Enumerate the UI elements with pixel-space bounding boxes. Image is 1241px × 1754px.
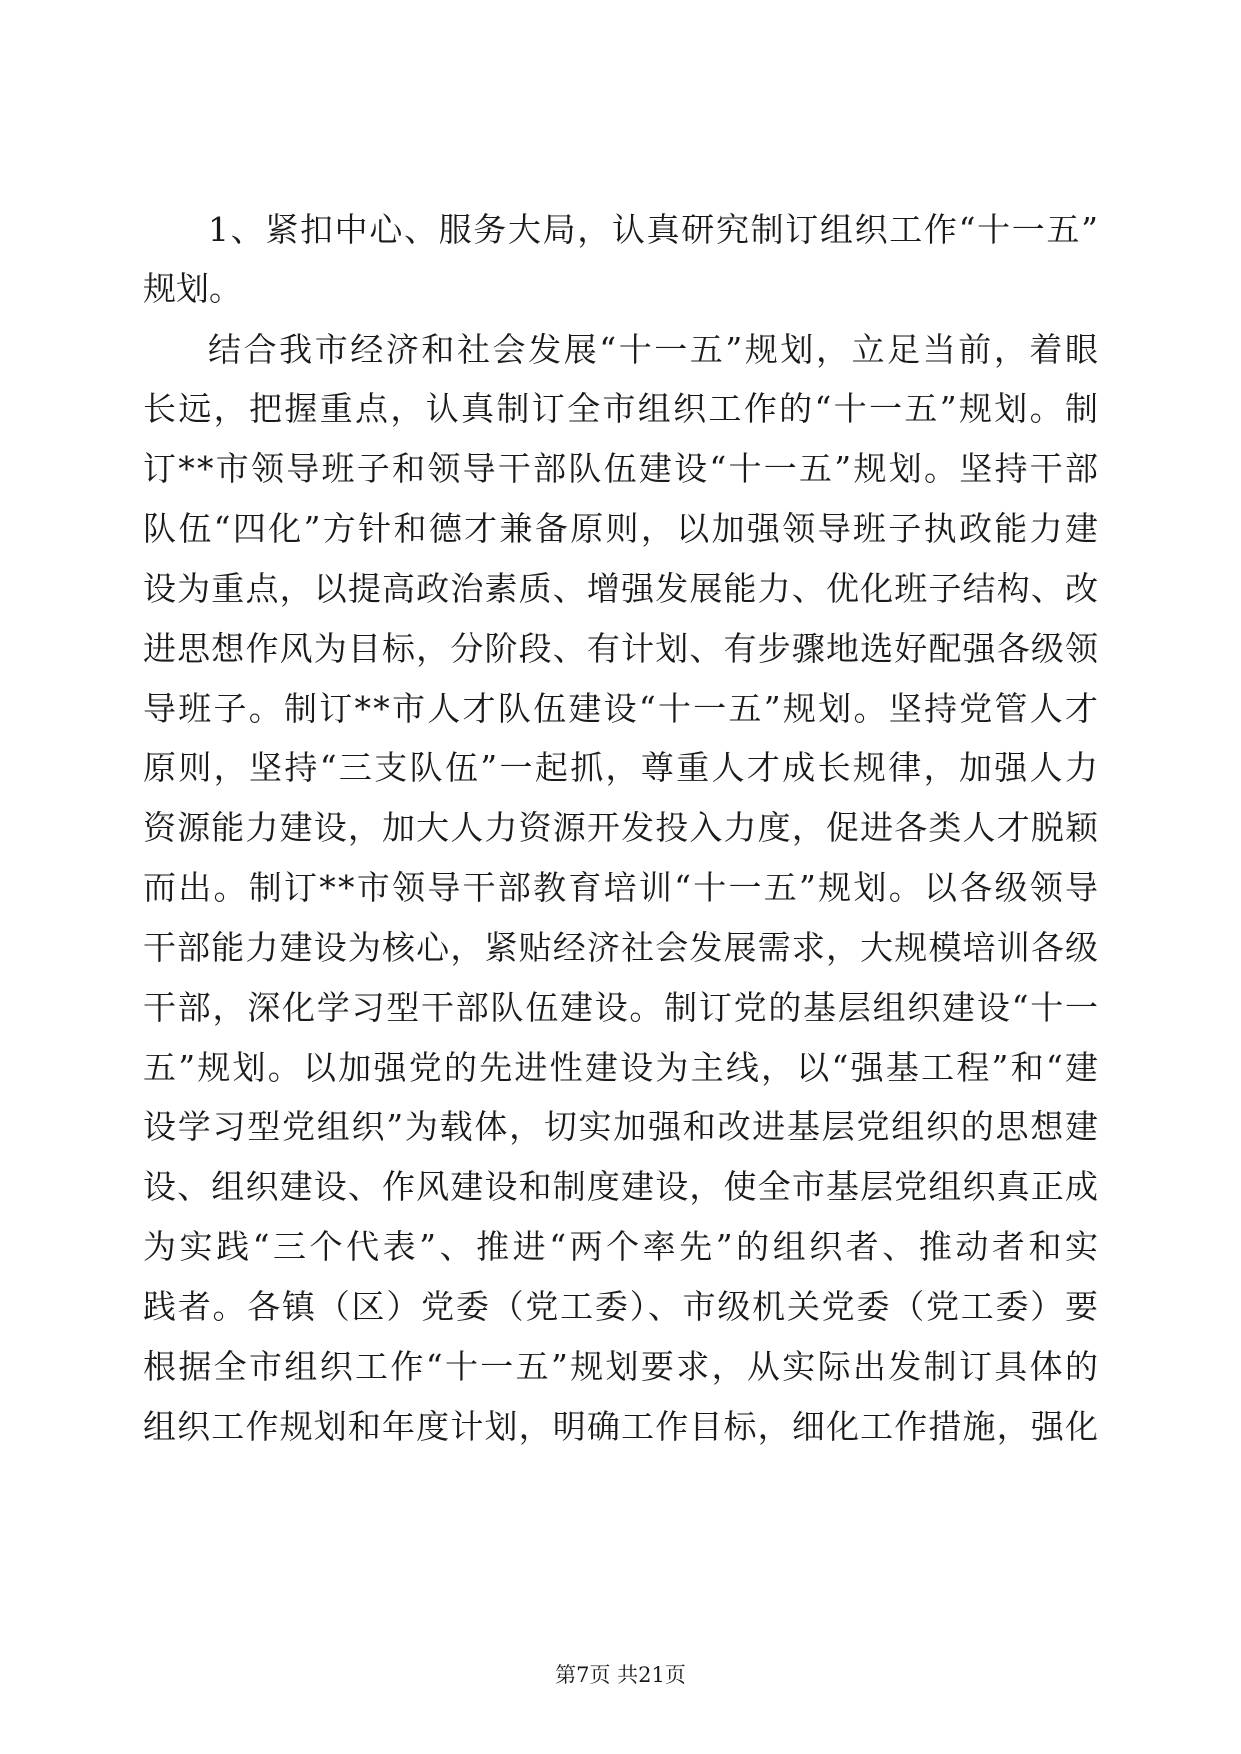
- text-line-content: 设学习型党组织”为载体，切实加强和改进基层党组织的思想建: [143, 1107, 1100, 1146]
- text-line: [0, 798, 1241, 858]
- text-line: [0, 679, 1241, 739]
- text-line: [0, 1038, 1241, 1098]
- text-line-content: 为实践“三个代表”、推进“两个率先”的组织者、推动者和实: [143, 1227, 1102, 1266]
- text-line: [0, 259, 1241, 319]
- text-line: [0, 1097, 1241, 1157]
- text-line-content: 设、组织建设、作风建设和制度建设，使全市基层党组织真正成: [143, 1167, 1100, 1206]
- text-line: [0, 1337, 1241, 1397]
- text-line: [0, 439, 1241, 499]
- text-line: [0, 379, 1241, 439]
- text-line: [0, 499, 1241, 559]
- text-line: [0, 1217, 1241, 1277]
- text-line: [0, 200, 1241, 260]
- text-line: [0, 1397, 1241, 1457]
- text-line: [0, 1157, 1241, 1217]
- text-line-content: 干部能力建设为核心，紧贴经济社会发展需求，大规模培训各级: [143, 928, 1100, 967]
- text-line: [0, 1277, 1241, 1337]
- text-line: [0, 858, 1241, 918]
- text-line-content: 干部，深化学习型干部队伍建设。制订党的基层组织建设“十一: [143, 988, 1100, 1027]
- text-line-content: 原则，坚持“三支队伍”一起抓，尊重人才成长规律，加强人力: [143, 748, 1101, 787]
- text-line-content: 规划。: [143, 269, 242, 308]
- text-line-content: 而出。制订**市领导干部教育培训“十一五”规划。以各级领导: [143, 868, 1101, 907]
- text-line: [0, 559, 1241, 619]
- text-line: [0, 738, 1241, 798]
- text-line-content: 组织工作规划和年度计划，明确工作目标，细化工作措施，强化: [143, 1407, 1100, 1446]
- page-number-footer: 第7页 共21页: [555, 1663, 686, 1687]
- text-line-content: 进思想作风为目标，分阶段、有计划、有步骤地选好配强各级领: [143, 629, 1100, 668]
- text-line: [0, 978, 1241, 1038]
- text-line-content: 导班子。制订**市人才队伍建设“十一五”规划。坚持党管人才: [143, 689, 1101, 728]
- text-line-content: 资源能力建设，加大人力资源开发投入力度，促进各类人才脱颖: [143, 808, 1100, 847]
- text-line-content: 根据全市组织工作“十一五”规划要求，从实际出发制订具体的: [143, 1347, 1101, 1386]
- text-line-content: 队伍“四化”方针和德才兼备原则，以加强领导班子执政能力建: [143, 509, 1101, 548]
- text-line-content: 设为重点，以提高政治素质、增强发展能力、优化班子结构、改: [143, 569, 1100, 608]
- text-line-content: 长远，把握重点，认真制订全市组织工作的“十一五”规划。制: [143, 389, 1101, 428]
- text-line: [0, 320, 1241, 380]
- text-line: [0, 918, 1241, 978]
- text-line-content: 1、紧扣中心、服务大局，认真研究制订组织工作“十一五”: [208, 210, 1100, 249]
- text-line-content: 五”规划。以加强党的先进性建设为主线，以“强基工程”和“建: [143, 1048, 1101, 1087]
- text-line-content: 践者。各镇（区）党委（党工委）、市级机关党委（党工委）要: [143, 1287, 1100, 1326]
- text-line: [0, 619, 1241, 679]
- text-line-content: 结合我市经济和社会发展“十一五”规划，立足当前，着眼: [208, 330, 1101, 369]
- text-line-content: 订**市领导班子和领导干部队伍建设“十一五”规划。坚持干部: [143, 449, 1101, 488]
